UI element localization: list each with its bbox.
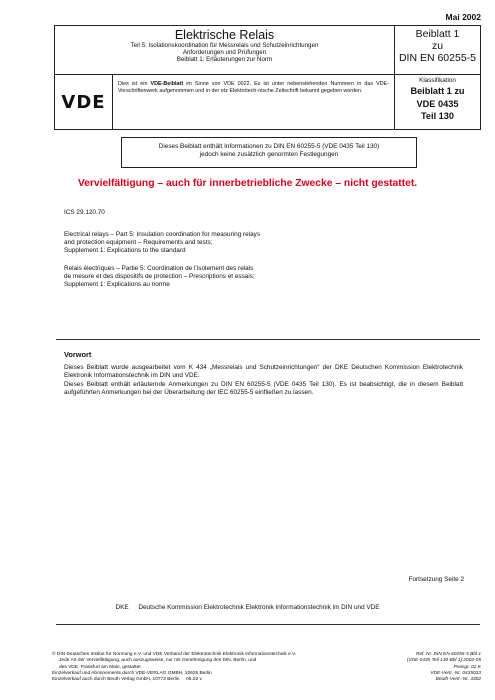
info-line: Dieses Beiblatt enthält Informationen zu DIN EN 60255-5 (VDE 0435 Teil 130) xyxy=(158,143,380,150)
english-title-line: and protection equipment – Requirements and tests; xyxy=(64,239,213,246)
reference-line: Preisgr. 02 K xyxy=(453,664,481,670)
vorwort-paragraph: Dieses Beiblatt enthält erläuternde Anmerkungen zu DIN EN 60255-5 (VDE 0435 Teil 130). Es ist beabsichtigt, die in diesem Beiblatt aufgeführten Anmerkungen bei der Überarbeitung der IEC 60255-5 einfließen zu lassen. xyxy=(64,381,463,396)
english-title-line: Supplement 1: Explications to the standard xyxy=(64,247,186,254)
reference-line: Ref. Nr. DIN EN 60255-5 Bbl 1 xyxy=(415,652,481,657)
title-cell xyxy=(55,26,395,74)
french-title xyxy=(64,265,255,289)
header-row-info xyxy=(55,75,480,129)
continuation-note: Fortsetzung Seite 2 xyxy=(408,576,464,583)
classification-line: Teil 130 xyxy=(420,111,455,121)
note-bold: VDE-Beiblatt xyxy=(150,81,184,87)
info-box xyxy=(121,137,417,168)
copyright-notice xyxy=(52,652,296,683)
classification-line: Beiblatt 1 zu xyxy=(410,86,465,96)
subtitle-line: Anforderungen und Prüfungen xyxy=(182,49,267,57)
copyright-line: Einzelverkauf auch durch Beuth Verlag GmbH, 10772 Berlin 05.02 v xyxy=(52,677,202,683)
vde-note xyxy=(113,75,395,129)
sheet-line: Beiblatt 1 xyxy=(415,28,460,40)
dke-name: Deutsche Kommission Elektrotechnik Elektronik Informationstechnik im DIN und VDE xyxy=(138,604,380,611)
document-title: Elektrische Relais xyxy=(174,28,275,42)
info-line: jedoch keine zusätzlich genormten Festlegungen xyxy=(199,151,339,159)
reference-line: (VDE 0435 Teil 130 Bbl 1):2002-05 xyxy=(406,658,481,664)
classification-label: Klassifikation xyxy=(419,77,456,84)
french-title-line: Supplement 1: Explications au norme xyxy=(64,281,170,288)
reference-line: VDE-Vertr.-Nr. 0435033 xyxy=(430,670,481,676)
sheet-reference xyxy=(395,26,480,74)
divider xyxy=(56,339,480,340)
french-title-line: Relais électriques – Partie 5: Coordination de l’isolement des relais xyxy=(64,265,254,272)
copy-warning: Vervielfältigung – auch für innerbetriebliche Zwecke – nicht gestattet. xyxy=(77,178,418,189)
vorwort-paragraph: Dieses Beiblatt wurde ausgearbeitet vom K 434 „Messrelais und Schutzeinrichtungen“ der DKE Deutschen Kommission Elektrotechnik Elektronik Informationstechnik im DIN und VDE. xyxy=(64,364,463,379)
publication-date: Mai 2002 xyxy=(445,12,481,22)
header-box xyxy=(54,25,481,130)
vde-logo: VDE xyxy=(61,91,106,113)
reference-numbers xyxy=(407,652,481,683)
note-suffix: im Sinne von VDE 0022. Es ist unter nebenstehenden Nummern in das VDE-Vorschriftenwerk aufgenommen und in der etz Elektrotech-nische Zeitschrift bekannt gegeben worden. xyxy=(118,81,389,94)
ics-code: ICS 29.120.70 xyxy=(64,209,105,216)
logo-cell xyxy=(55,75,113,129)
divider xyxy=(56,624,480,625)
classification-cell xyxy=(395,75,480,129)
note-prefix: Dies ist ein xyxy=(118,81,151,87)
french-title-line: de mesure et des dispositifs de protection – Prescriptions et essais; xyxy=(64,273,255,280)
sheet-line: zu xyxy=(431,40,444,52)
header-row-title xyxy=(55,26,480,75)
copyright-line: des VDE, Frankfurt am Main, gestattet xyxy=(59,664,141,670)
footer-organization xyxy=(0,604,495,611)
english-title xyxy=(64,231,260,255)
subtitle-line: Teil 5: Isolationskoordination für Messrelais und Schutzeinrichtungen xyxy=(130,42,319,49)
reference-line: Beuth-Vertr.-Nr. 3302 xyxy=(435,677,481,683)
vorwort-heading: Vorwort xyxy=(64,350,92,359)
dke-abbreviation: DKE xyxy=(115,604,129,611)
english-title-line: Electrical relays – Part 5: Insulation coordination for measuring relays xyxy=(64,231,261,238)
classification-line: VDE 0435 xyxy=(416,98,459,109)
sheet-line: DIN EN 60255-5 xyxy=(398,52,477,64)
copyright-line: Jede Art der Vervielfältigung, auch auszugsweise, nur mit Genehmigung des DIN, Berlin, und xyxy=(59,658,257,664)
copyright-line: © DIN Deutsches Institut für Normung e.V. und VDE Verband der Elektrotechnik Elektronik Informationstechnik e.V. xyxy=(52,652,297,657)
subtitle-line: Beiblatt 1: Erläuterungen zur Norm xyxy=(176,56,273,64)
copyright-line: Einzelverkauf und Abonnements durch VDE-VERLAG GMBH, 10625 Berlin xyxy=(52,670,212,676)
